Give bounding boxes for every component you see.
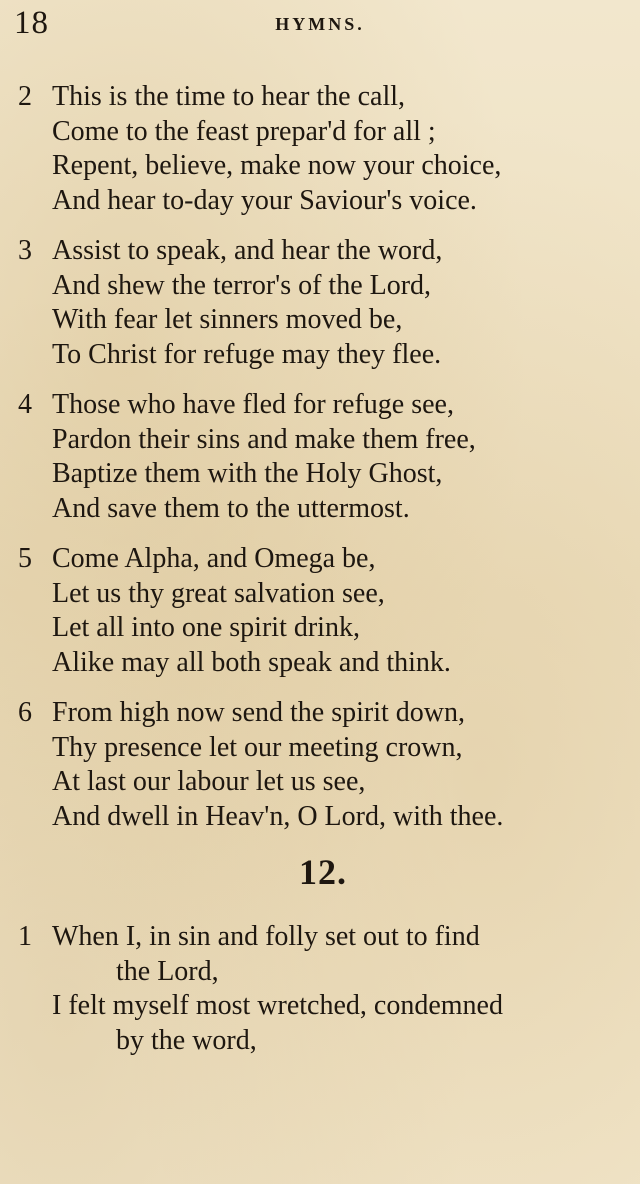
page-header (14, 4, 626, 44)
verse-line-continuation: by the word, (116, 1024, 257, 1056)
verse-line: Pardon their sins and make them free, (52, 423, 476, 455)
verse-line: Come Alpha, and Omega be, (52, 543, 376, 574)
verse-line: Baptize them with the Holy Ghost, (52, 458, 443, 489)
verse-line: And dwell in Heav'n, O Lord, with thee. (52, 800, 504, 832)
running-head: HYMNS. (275, 14, 365, 34)
verse-line: Let us thy great salvation see, (52, 577, 385, 609)
verse-line: And save them to the uttermost. (52, 492, 410, 524)
verse-line: Thy presence let our meeting crown, (52, 731, 463, 763)
hymn-number: 12. (299, 852, 347, 892)
verse-line: This is the time to hear the call, (52, 81, 406, 112)
verse-line: From high now send the spirit down, (52, 697, 465, 728)
verse-number: 2 (18, 81, 32, 112)
verse-number: 5 (18, 543, 32, 574)
verse-line: And hear to-day your Saviour's voice. (52, 184, 477, 216)
verse-6 (16, 696, 630, 834)
verse-line: With fear let sinners moved be, (52, 304, 403, 335)
verse-number: 1 (18, 921, 32, 952)
verse-line: Those who have fled for refuge see, (52, 389, 454, 420)
hymn-12-verse-1 (16, 920, 630, 1058)
verse-line: Assist to speak, and hear the word, (52, 235, 443, 266)
verse-4 (16, 388, 630, 526)
verse-line: Repent, believe, make now your choice, (52, 150, 502, 181)
verse-line: To Christ for refuge may they flee. (52, 338, 442, 370)
verse-3 (16, 234, 630, 372)
page-number: 18 (14, 5, 49, 41)
verse-line: Come to the feast prepar'd for all ; (52, 115, 436, 147)
verse-line: And shew the terror's of the Lord, (52, 269, 432, 301)
verse-number: 6 (18, 697, 32, 728)
verse-number: 3 (18, 235, 32, 266)
verse-line: When I, in sin and folly set out to find (52, 921, 480, 952)
verse-2 (16, 80, 630, 218)
verse-number: 4 (18, 389, 32, 420)
verse-line-continuation: the Lord, (116, 955, 219, 987)
verse-5 (16, 542, 630, 680)
verse-line: Let all into one spirit drink, (52, 612, 360, 643)
verse-line: At last our labour let us see, (52, 766, 366, 797)
verse-line: Alike may all both speak and think. (52, 646, 451, 678)
verse-line: I felt myself most wretched, condemned (52, 990, 503, 1021)
hymn-text (16, 80, 630, 1074)
